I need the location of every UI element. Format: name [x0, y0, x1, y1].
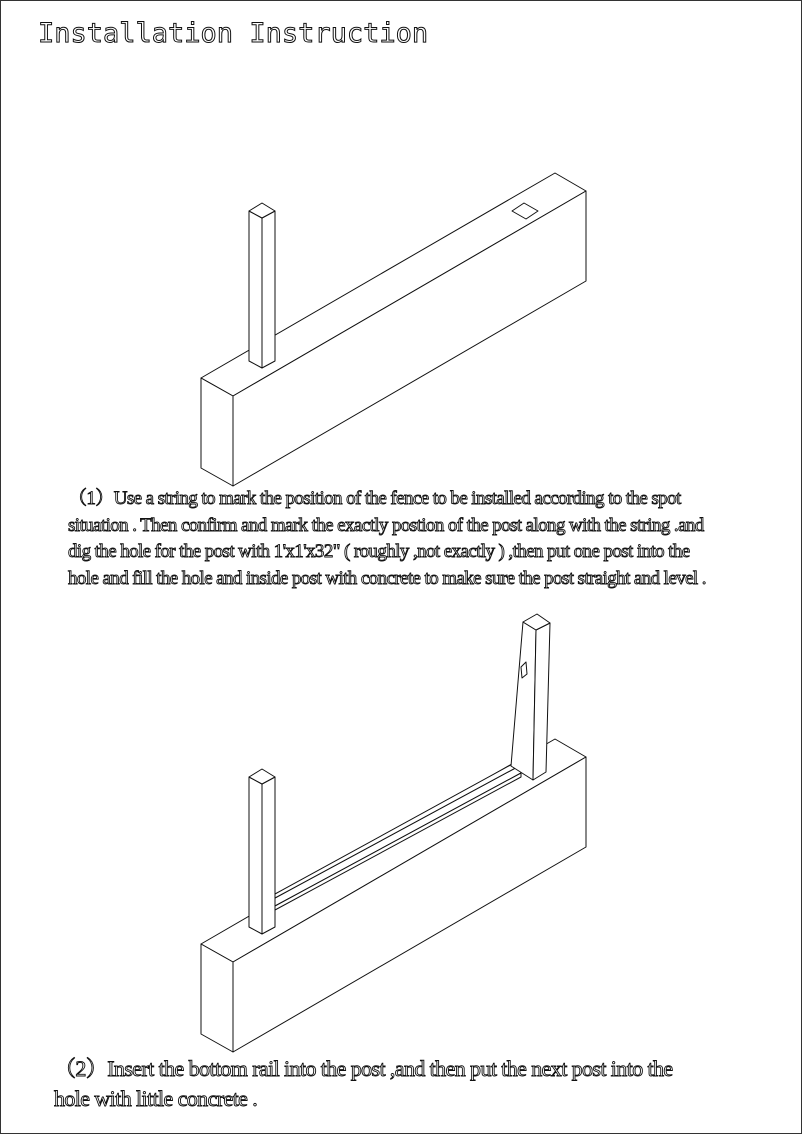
page-title: Installation Instruction [38, 18, 429, 49]
step-2-number: （2） [54, 1056, 108, 1081]
step-1-line-1: （1）Use a string to mark the position of the fence to be installed according to the spot [68, 488, 681, 509]
left-post-side-face [262, 777, 275, 934]
step-2-line-1: （2）Insert the bottom rail into the post ,and then put the next post into the [54, 1056, 673, 1081]
step-1-line-4: hole and fill the hole and inside post with concrete to make sure the post straight and level . [68, 567, 706, 589]
post-front-face [249, 211, 262, 368]
figure-step-1 [0, 0, 802, 490]
footing-front-face [201, 378, 233, 486]
step-1-text [68, 486, 706, 592]
left-post-front-face [249, 777, 262, 934]
footing-front-face [201, 944, 233, 1052]
post-side-face [262, 211, 275, 368]
figure-step-2 [0, 600, 802, 1060]
step-2-illustration [0, 600, 802, 1060]
step-1-line-3: dig the hole for the post with 1'x1'x32" ( roughly ,not exactly ) ,then put one post into the [68, 541, 690, 562]
step-1-line-2: situation . Then confirm and mark the exactly postion of the post along with the string .and [68, 514, 704, 536]
step-1-number: （1） [68, 488, 114, 509]
step-2-line-2: hole with little concrete . [54, 1086, 258, 1111]
step-2-text [54, 1054, 673, 1114]
right-post-front-face [511, 622, 536, 780]
step-1-illustration [0, 0, 802, 490]
